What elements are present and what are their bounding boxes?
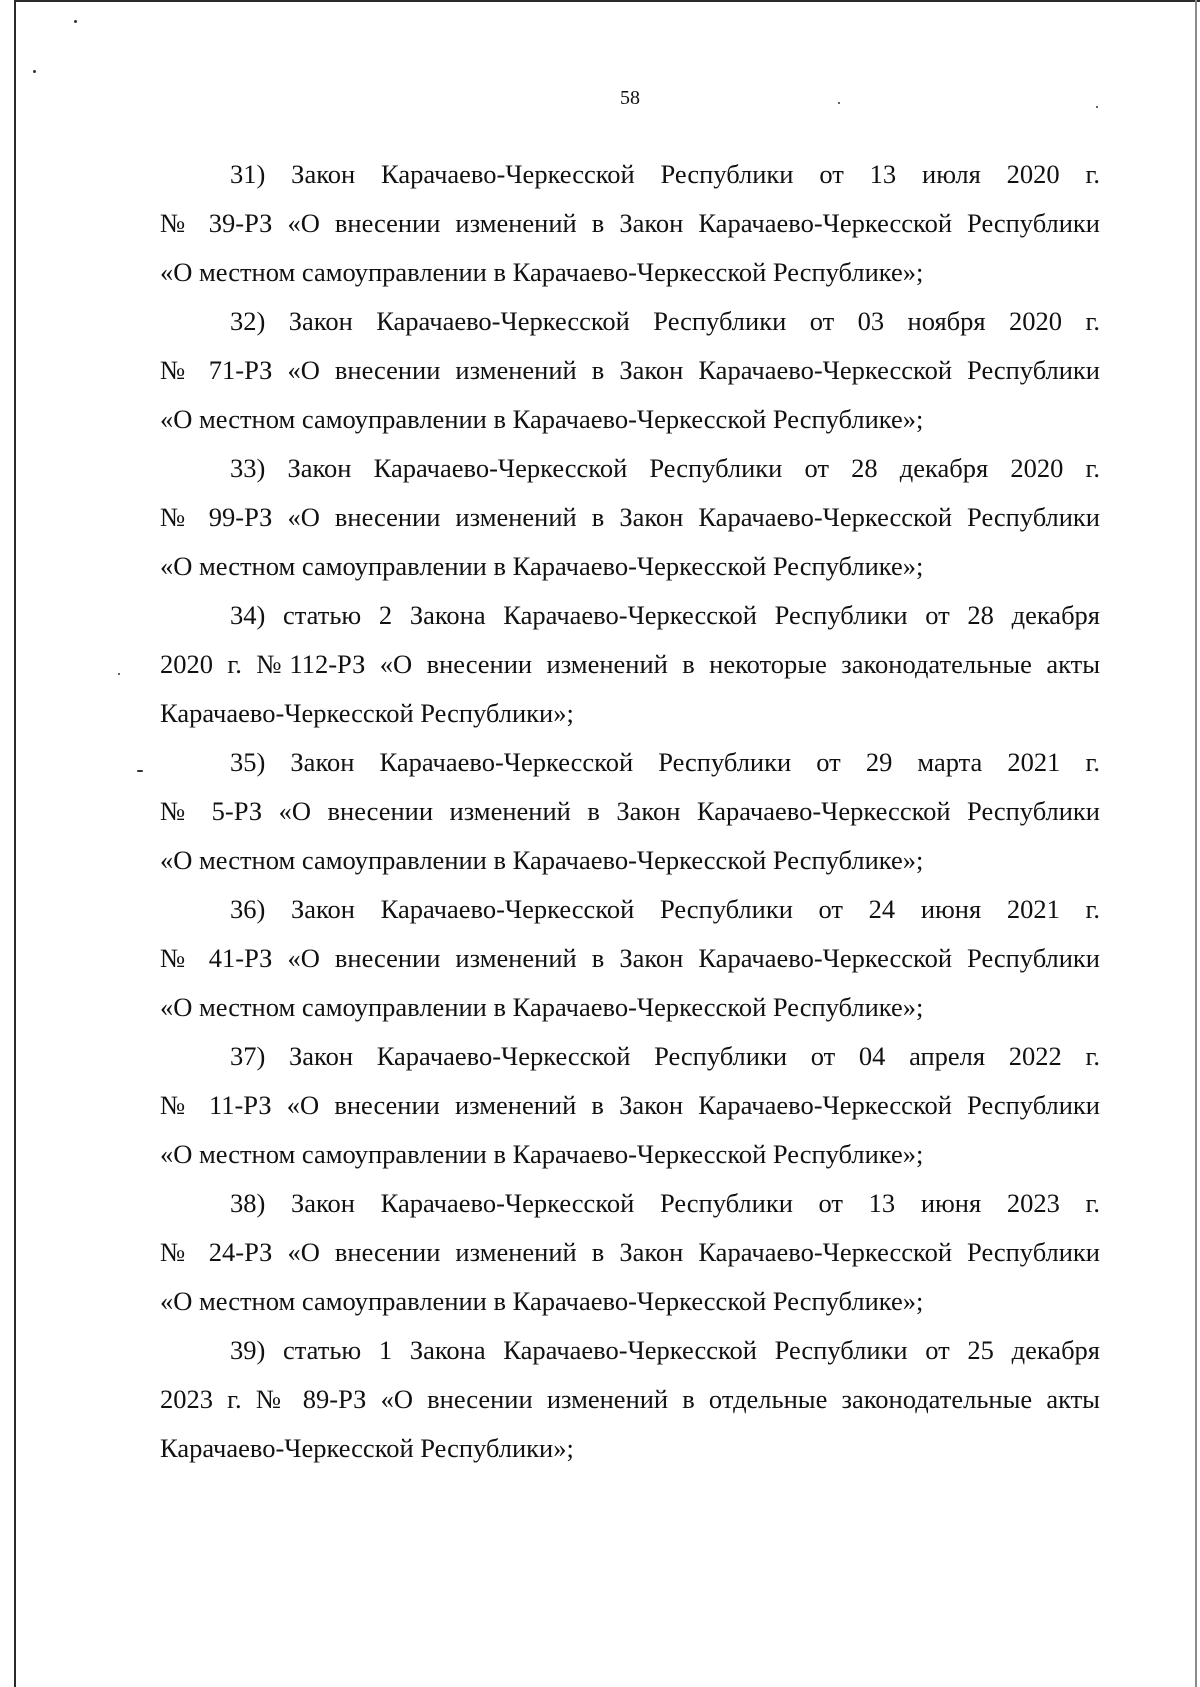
list-item-line: 36) Закон Карачаево-Черкесской Республики от 24 июня 2021 г. (230, 894, 1100, 924)
list-item-line: «О местном самоуправлении в Карачаево-Черкесской Республике»; (160, 551, 924, 581)
scan-border-right (1195, 0, 1197, 1687)
list-item-line: № 39-РЗ «О внесении изменений в Закон Карачаево-Черкесской Республики (160, 208, 1100, 238)
list-item (160, 738, 1100, 885)
list-item-line: № 71-РЗ «О внесении изменений в Закон Карачаево-Черкесской Республики (160, 355, 1100, 385)
list-item (160, 1032, 1100, 1179)
scan-speck (137, 770, 143, 772)
list-item (160, 1179, 1100, 1326)
list-item (160, 150, 1100, 297)
list-item-line: Карачаево-Черкесской Республики»; (160, 1433, 574, 1463)
list-item-line: «О местном самоуправлении в Карачаево-Черкесской Республике»; (160, 992, 924, 1022)
list-item-line: «О местном самоуправлении в Карачаево-Черкесской Республике»; (160, 1139, 924, 1169)
list-item-line: № 99-РЗ «О внесении изменений в Закон Карачаево-Черкесской Республики (160, 502, 1100, 532)
list-item-line: 31) Закон Карачаево-Черкесской Республики от 13 июля 2020 г. (230, 159, 1100, 189)
list-item-line: 35) Закон Карачаево-Черкесской Республики от 29 марта 2021 г. (230, 747, 1100, 777)
list-item (160, 885, 1100, 1032)
list-item-line: «О местном самоуправлении в Карачаево-Черкесской Республике»; (160, 845, 924, 875)
scan-speck (838, 102, 840, 104)
list-item-line: № 11-РЗ «О внесении изменений в Закон Карачаево-Черкесской Республики (160, 1090, 1100, 1120)
scan-speck (118, 673, 120, 675)
scan-speck (74, 20, 77, 23)
list-item-line: № 41-РЗ «О внесении изменений в Закон Карачаево-Черкесской Республики (160, 943, 1100, 973)
list-item-line: 38) Закон Карачаево-Черкесской Республики от 13 июня 2023 г. (230, 1188, 1100, 1218)
list-item-line: «О местном самоуправлении в Карачаево-Черкесской Республике»; (160, 1286, 924, 1316)
list-item (160, 1326, 1100, 1473)
list-item-line: 34) статью 2 Закона Карачаево-Черкесской Республики от 28 декабря (230, 600, 1100, 630)
list-item-line: 2020 г. №112-РЗ «О внесении изменений в некоторые законодательные акты (160, 649, 1100, 679)
list-item-line: Карачаево-Черкесской Республики»; (160, 698, 574, 728)
list-item-line: 33) Закон Карачаево-Черкесской Республики от 28 декабря 2020 г. (230, 453, 1100, 483)
list-item-line: 37) Закон Карачаево-Черкесской Республики от 04 апреля 2022 г. (230, 1041, 1100, 1071)
list-item (160, 297, 1100, 444)
list-item-line: «О местном самоуправлении в Карачаево-Черкесской Республике»; (160, 257, 924, 287)
page-number: 58 (620, 87, 640, 109)
list-item-line: 32) Закон Карачаево-Черкесской Республики от 03 ноября 2020 г. (230, 306, 1100, 336)
list-item-line: 39) статью 1 Закона Карачаево-Черкесской Республики от 25 декабря (230, 1335, 1100, 1365)
scan-border-left (14, 0, 16, 1687)
list-item-line: № 24-РЗ «О внесении изменений в Закон Карачаево-Черкесской Республики (160, 1237, 1100, 1267)
list-item (160, 444, 1100, 591)
scan-speck (33, 70, 36, 73)
document-body (160, 150, 1100, 1473)
scan-speck (1096, 106, 1098, 108)
list-item-line: «О местном самоуправлении в Карачаево-Черкесской Республике»; (160, 404, 924, 434)
scan-border-top (14, 0, 1200, 4)
list-item (160, 591, 1100, 738)
list-item-line: № 5-РЗ «О внесении изменений в Закон Карачаево-Черкесской Республики (160, 796, 1100, 826)
list-item-line: 2023 г. № 89-РЗ «О внесении изменений в отдельные законодательные акты (160, 1384, 1100, 1414)
